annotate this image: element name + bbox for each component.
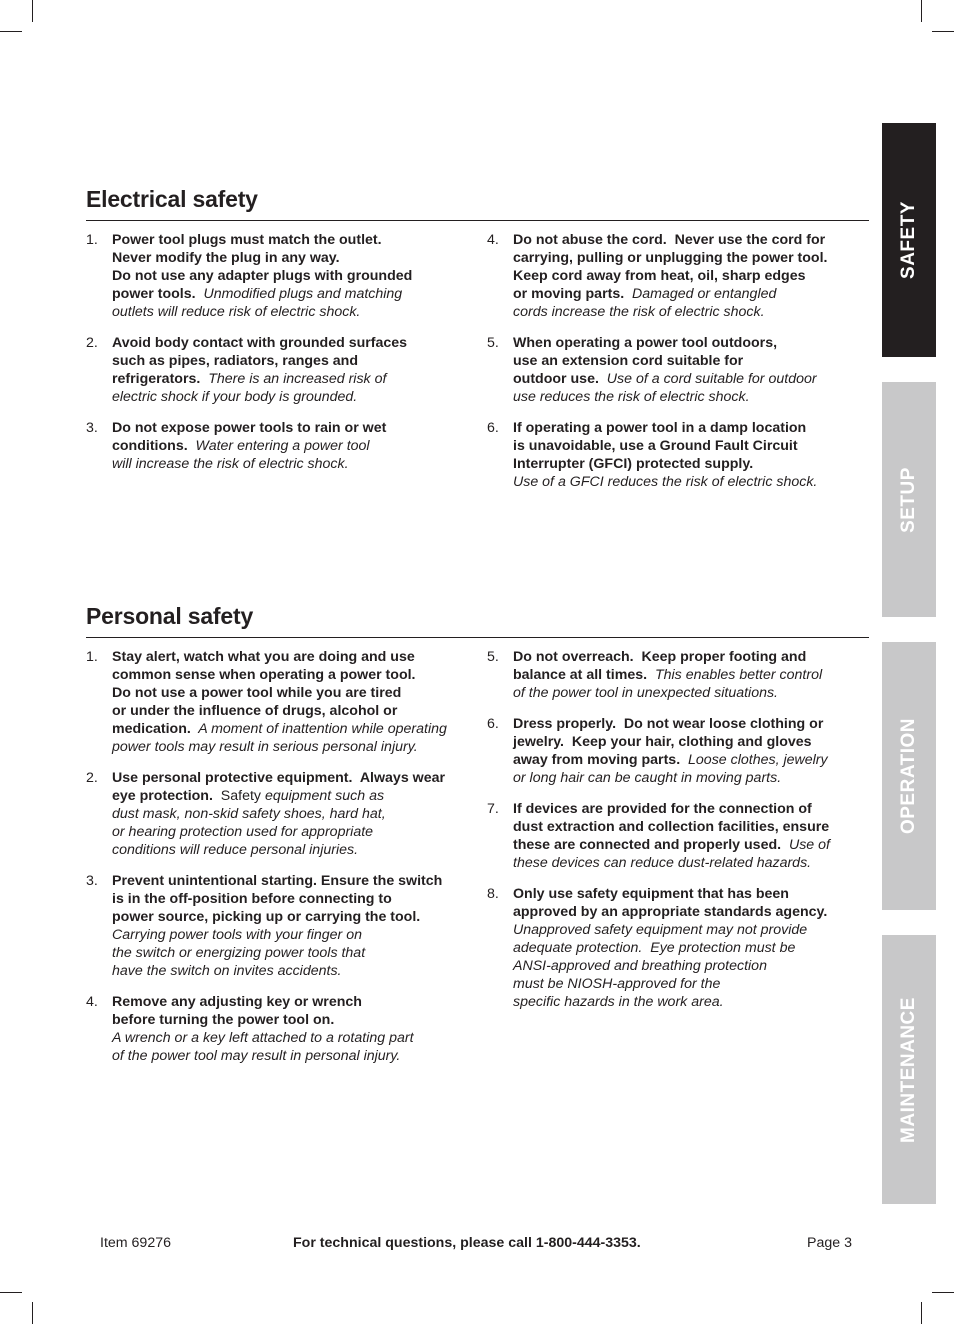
- tab-maintenance-label: MAINTENANCE: [898, 996, 920, 1143]
- explanation-text: Damaged or entangled: [624, 286, 777, 302]
- explanation-text: of the power tool may result in personal injury.: [112, 1048, 401, 1064]
- explanation-text: or long hair can be caught in moving parts.: [513, 770, 782, 786]
- list-item-line: [112, 419, 448, 437]
- list-item-line: [112, 944, 471, 962]
- list-item-line: [513, 473, 849, 491]
- explanation-text: these devices can reduce dust-related hazards.: [513, 855, 812, 871]
- explanation-text: There is an increased risk of: [200, 371, 387, 387]
- list-item-line: [112, 823, 471, 841]
- instruction-text: these are connected and properly used.: [513, 837, 782, 853]
- list-item-line: [513, 666, 849, 684]
- explanation-text: A moment of inattention while operating: [190, 721, 447, 737]
- list-item-line: [513, 769, 849, 787]
- instruction-text: carrying, pulling or unplugging the power tool.: [513, 250, 828, 266]
- explanation-text: outlets will reduce risk of electric shock.: [112, 304, 361, 320]
- list-item-number: 4.: [86, 994, 98, 1010]
- explanation-text: will increase the risk of electric shock.: [112, 456, 349, 472]
- tab-operation-label: OPERATION: [898, 717, 920, 835]
- list-item-line: [513, 352, 849, 370]
- tab-safety[interactable]: [882, 123, 936, 357]
- list-item-number: 6.: [487, 420, 499, 436]
- safety-list-item: [487, 800, 849, 872]
- explanation-text: Use of a cord suitable for outdoor: [598, 371, 817, 387]
- list-item-number: 8.: [487, 886, 499, 902]
- list-item-number: 7.: [487, 801, 499, 817]
- list-item-line: [513, 249, 849, 267]
- explanation-text: ANSI-approved and breathing protection: [513, 958, 767, 974]
- instruction-text: dust extraction and collection facilities, ensure: [513, 819, 830, 835]
- list-item-line: [112, 352, 448, 370]
- list-item-line: [112, 666, 471, 684]
- list-item-number: 2.: [86, 770, 98, 786]
- instruction-text: use an extension cord suitable for: [513, 353, 744, 369]
- list-item-number: 1.: [86, 649, 98, 665]
- instruction-text: Do not abuse the cord. Never use the cord for: [513, 232, 826, 248]
- explanation-text: electric shock if your body is grounded.: [112, 389, 358, 405]
- list-item-line: [513, 957, 849, 975]
- instruction-text: Only use safety equipment that has been: [513, 886, 789, 902]
- instruction-text: If devices are provided for the connection of: [513, 801, 812, 817]
- instruction-text: conditions.: [112, 438, 188, 454]
- instruction-text: When operating a power tool outdoors,: [513, 335, 778, 351]
- list-item-line: [513, 285, 849, 303]
- tab-operation[interactable]: [882, 642, 936, 910]
- explanation-text: This enables better control: [647, 667, 823, 683]
- electrical-safety-left-column: [86, 231, 448, 486]
- instruction-text: such as pipes, radiators, ranges and: [112, 353, 359, 369]
- list-item-number: 5.: [487, 335, 499, 351]
- list-item-line: [112, 738, 471, 756]
- crop-mark: [932, 1292, 954, 1293]
- list-item-line: [112, 285, 448, 303]
- list-item-number: 3.: [86, 873, 98, 889]
- personal-safety-left-column: [86, 648, 471, 1078]
- instruction-text: If operating a power tool in a damp location: [513, 420, 807, 436]
- personal-safety-right-column: [487, 648, 849, 1024]
- section-divider: [86, 220, 869, 221]
- list-item-line: [513, 733, 849, 751]
- section-divider: [86, 637, 869, 638]
- tab-maintenance[interactable]: [882, 935, 936, 1204]
- explanation-text: power tools may result in serious personal injury.: [112, 739, 418, 755]
- instruction-text: medication.: [112, 721, 191, 737]
- crop-mark: [932, 31, 954, 32]
- list-item-line: [513, 921, 849, 939]
- explanation-text: Water entering a power tool: [187, 438, 370, 454]
- list-item-number: 4.: [487, 232, 499, 248]
- safety-list-item: [86, 419, 448, 473]
- list-item-line: [112, 993, 471, 1011]
- list-item-line: [513, 800, 849, 818]
- footer-item-number: Item 69276: [100, 1235, 171, 1251]
- explanation-text: cords increase the risk of electric shock.: [513, 304, 765, 320]
- list-item-number: 5.: [487, 649, 499, 665]
- list-item-line: [112, 702, 471, 720]
- safety-list-item: [86, 769, 471, 859]
- list-item-line: [112, 769, 471, 787]
- explanation-text: have the switch on invites accidents.: [112, 963, 342, 979]
- list-item-line: [112, 437, 448, 455]
- list-item-line: [112, 388, 448, 406]
- explanation-text: use reduces the risk of electric shock.: [513, 389, 750, 405]
- list-item-line: [513, 885, 849, 903]
- instruction-text: is unavoidable, use a Ground Fault Circuit: [513, 438, 798, 454]
- instruction-text: Do not use a power tool while you are tired: [112, 685, 402, 701]
- explanation-text: Carrying power tools with your finger on: [112, 927, 362, 943]
- instruction-text: power tools.: [112, 286, 196, 302]
- instruction-text: refrigerators.: [112, 371, 201, 387]
- explanation-text: A wrench or a key left attached to a rotating part: [112, 1030, 414, 1046]
- explanation-text: adequate protection. Eye protection must be: [513, 940, 796, 956]
- list-item-line: [112, 841, 471, 859]
- list-item-line: [513, 993, 849, 1011]
- explanation-text: or hearing protection used for appropriate: [112, 824, 374, 840]
- instruction-text: outdoor use.: [513, 371, 599, 387]
- instruction-text: common sense when operating a power tool.: [112, 667, 416, 683]
- instruction-text: Use personal protective equipment. Always wear: [112, 770, 445, 786]
- instruction-text: is in the off-position before connecting to: [112, 891, 392, 907]
- list-item-line: [513, 419, 849, 437]
- safety-list-item: [487, 419, 849, 491]
- instruction-text: Do not overreach. Keep proper footing and: [513, 649, 807, 665]
- list-item-line: [112, 872, 471, 890]
- footer-technical-questions: For technical questions, please call 1-800-444-3353.: [293, 1235, 641, 1251]
- instruction-text: Avoid body contact with grounded surfaces: [112, 335, 408, 351]
- list-item-line: [513, 267, 849, 285]
- crop-mark: [32, 1302, 33, 1324]
- explanation-text: dust mask, non-skid safety shoes, hard hat,: [112, 806, 386, 822]
- list-item-line: [513, 370, 849, 388]
- list-item-line: [112, 249, 448, 267]
- list-item-number: 1.: [86, 232, 98, 248]
- list-item-line: [513, 231, 849, 249]
- list-item-line: [513, 334, 849, 352]
- list-item-line: [513, 437, 849, 455]
- instruction-text: Dress properly. Do not wear loose clothing or: [513, 716, 824, 732]
- section-title-electrical-safety: Electrical safety: [86, 186, 258, 212]
- list-item-number: 2.: [86, 335, 98, 351]
- list-item-line: [112, 890, 471, 908]
- tab-setup[interactable]: [882, 382, 936, 617]
- safety-list-item: [86, 334, 448, 406]
- explanation-text: Loose clothes, jewelry: [680, 752, 828, 768]
- instruction-text: Remove any adjusting key or wrench: [112, 994, 362, 1010]
- list-item-line: [513, 975, 849, 993]
- explanation-text: Unapproved safety equipment may not provide: [513, 922, 808, 938]
- safety-list-item: [86, 993, 471, 1065]
- explanation-text: Use of a GFCI reduces the risk of electric shock.: [513, 474, 818, 490]
- explanation-text: must be NIOSH-approved for the: [513, 976, 721, 992]
- list-item-line: [112, 1029, 471, 1047]
- list-item-line: [112, 231, 448, 249]
- instruction-text: Stay alert, watch what you are doing and use: [112, 649, 415, 665]
- list-item-number: 3.: [86, 420, 98, 436]
- instruction-text: or under the influence of drugs, alcohol or: [112, 703, 398, 719]
- explanation-text: Safety: [212, 788, 265, 804]
- instruction-text: balance at all times.: [513, 667, 648, 683]
- instruction-text: approved by an appropriate standards agency.: [513, 904, 828, 920]
- list-item-line: [513, 751, 849, 769]
- list-item-line: [513, 388, 849, 406]
- crop-mark: [921, 0, 922, 22]
- explanation-text: Use of: [781, 837, 830, 853]
- safety-list-item: [487, 648, 849, 702]
- instruction-text: Keep cord away from heat, oil, sharp edges: [513, 268, 806, 284]
- crop-mark: [32, 0, 33, 22]
- list-item-line: [112, 787, 471, 805]
- instruction-text: Do not use any adapter plugs with grounded: [112, 268, 413, 284]
- list-item-line: [513, 836, 849, 854]
- safety-list-item: [487, 231, 849, 321]
- list-item-line: [112, 267, 448, 285]
- list-item-line: [112, 1011, 471, 1029]
- safety-list-item: [86, 872, 471, 980]
- list-item-line: [513, 939, 849, 957]
- instruction-text: Power tool plugs must match the outlet.: [112, 232, 382, 248]
- list-item-line: [513, 648, 849, 666]
- list-item-line: [112, 1047, 471, 1065]
- tab-safety-label: SAFETY: [898, 201, 920, 279]
- instruction-text: Prevent unintentional starting. Ensure the switch: [112, 873, 443, 889]
- explanation-text: conditions will reduce personal injuries.: [112, 842, 359, 858]
- list-item-line: [112, 908, 471, 926]
- section-title-personal-safety: Personal safety: [86, 603, 254, 629]
- safety-list-item: [487, 885, 849, 1011]
- list-item-line: [112, 962, 471, 980]
- list-item-line: [112, 720, 471, 738]
- safety-list-item: [86, 648, 471, 756]
- instruction-text: Do not expose power tools to rain or wet: [112, 420, 387, 436]
- instruction-text: Interrupter (GFCI) protected supply.: [513, 456, 754, 472]
- instruction-text: eye protection.: [112, 788, 213, 804]
- explanation-text: specific hazards in the work area.: [513, 994, 724, 1010]
- instruction-text: jewelry. Keep your hair, clothing and gloves: [513, 734, 812, 750]
- safety-list-item: [487, 715, 849, 787]
- footer-page-number: Page 3: [807, 1235, 852, 1251]
- list-item-line: [513, 684, 849, 702]
- explanation-text: Unmodified plugs and matching: [195, 286, 403, 302]
- instruction-text: before turning the power tool on.: [112, 1012, 335, 1028]
- list-item-line: [112, 334, 448, 352]
- instruction-text: power source, picking up or carrying the tool.: [112, 909, 421, 925]
- list-item-line: [513, 715, 849, 733]
- list-item-line: [112, 455, 448, 473]
- safety-list-item: [86, 231, 448, 321]
- list-item-line: [513, 854, 849, 872]
- list-item-line: [513, 903, 849, 921]
- explanation-text: of the power tool in unexpected situations.: [513, 685, 779, 701]
- list-item-line: [513, 455, 849, 473]
- list-item-line: [112, 805, 471, 823]
- list-item-line: [513, 303, 849, 321]
- list-item-line: [112, 303, 448, 321]
- list-item-line: [112, 926, 471, 944]
- explanation-text: the switch or energizing power tools that: [112, 945, 366, 961]
- instruction-text: away from moving parts.: [513, 752, 681, 768]
- list-item-line: [513, 818, 849, 836]
- crop-mark: [0, 31, 22, 32]
- instruction-text: Never modify the plug in any way.: [112, 250, 340, 266]
- crop-mark: [0, 1292, 22, 1293]
- list-item-line: [112, 684, 471, 702]
- list-item-number: 6.: [487, 716, 499, 732]
- electrical-safety-right-column: [487, 231, 849, 504]
- list-item-line: [112, 648, 471, 666]
- instruction-text: or moving parts.: [513, 286, 625, 302]
- list-item-line: [112, 370, 448, 388]
- explanation-text: equipment such as: [264, 788, 385, 804]
- tab-setup-label: SETUP: [898, 466, 920, 533]
- crop-mark: [921, 1302, 922, 1324]
- safety-list-item: [487, 334, 849, 406]
